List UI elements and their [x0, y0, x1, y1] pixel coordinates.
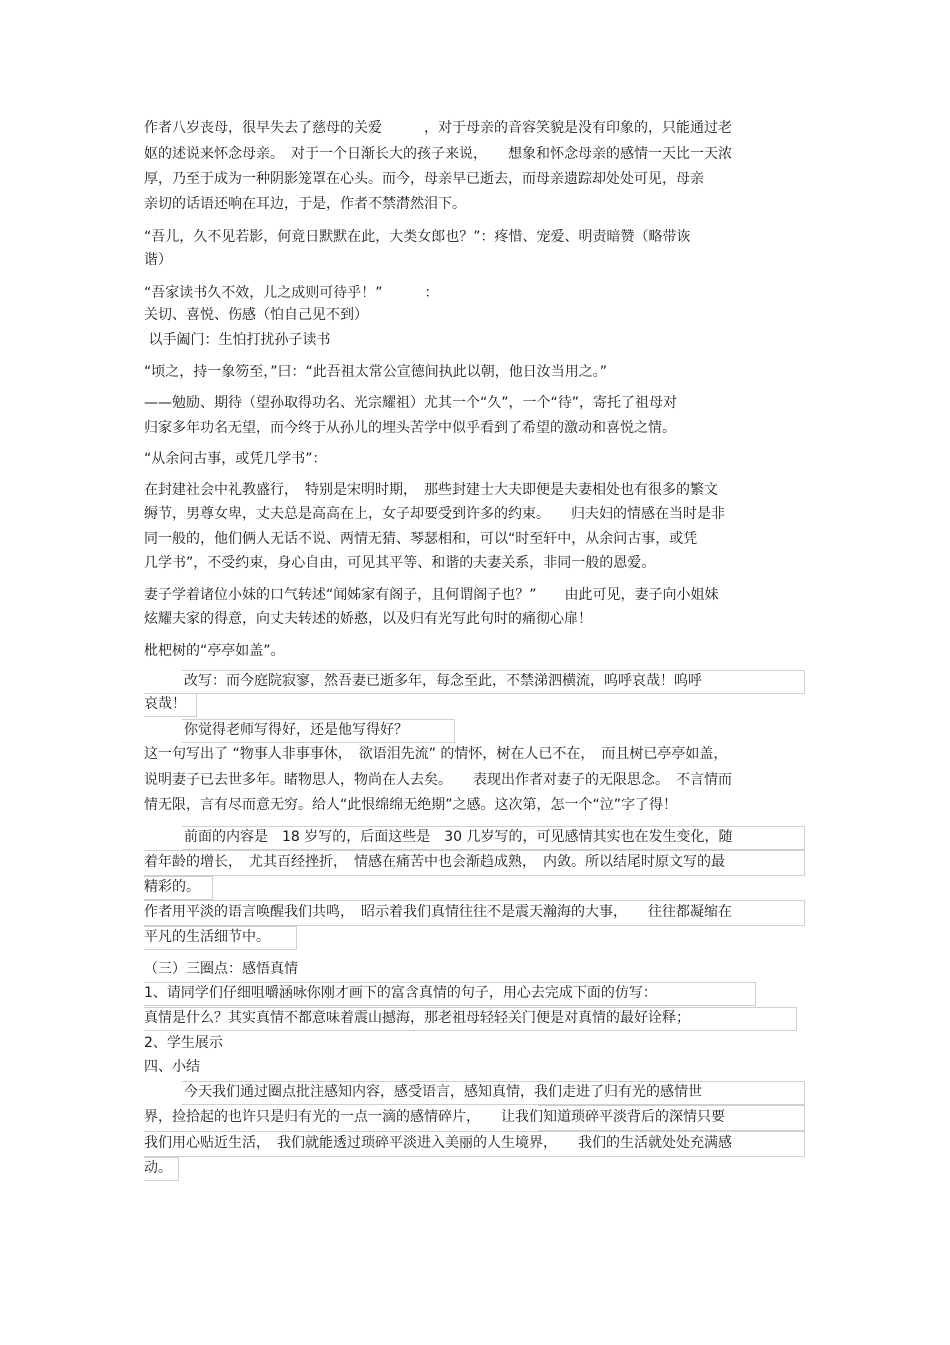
text-line: 你觉得老师写得好，还是他写得好？ [184, 722, 408, 738]
section-heading: 四、小结 [144, 1059, 200, 1075]
text-line: 说明妻子已去世多年。睹物思人，物尚在人去矣。 表现出作者对妻子的无限思念。 不言情而 [144, 772, 732, 788]
text-line: “吾家读书久不效，儿之成则可待乎！” ： [144, 285, 439, 301]
text-line: 平凡的生活细节中。 [144, 929, 270, 945]
text-line: 妪的述说来怀念母亲。 对于一个日渐长大的孩子来说， 想象和怀念母亲的感情一天比一天浓 [144, 146, 732, 162]
text-line: 作者八岁丧母，很早失去了慈母的关爱 ，对于母亲的音容笑貌是没有印象的，只能通过老 [144, 120, 732, 136]
text-line: 妻子学着诸位小妹的口气转述“闻姊家有阁子，且何谓阁子也？” 由此可见，妻子向小姐妹 [144, 587, 719, 603]
text-line: 这一句写出了 “物事人非事事休， 欲语泪先流” 的情怀，树在人已不在， 而且树已亭亭如盖， [144, 746, 728, 762]
text-line: 厚，乃至于成为一种阴影笼罩在心头。而今，母亲早已逝去，而母亲遗踪却处处可见，母亲 [144, 171, 704, 187]
text-line: 亲切的话语还响在耳边，于是，作者不禁潸然泪下。 [144, 196, 466, 212]
text-line: “从余问古事，或凭几学书”： [144, 451, 327, 467]
text-line: 谐） [144, 252, 172, 268]
section-heading: （三）三圈点：感悟真情 [144, 961, 298, 977]
text-line: 真情是什么？其实真情不都意味着震山撼海，那老祖母轻轻关门便是对真情的最好诠释； [144, 1010, 690, 1026]
text-line: 在封建社会中礼教盛行， 特别是宋明时期， 那些封建士大夫即便是夫妻相处也有很多的繁文 [144, 482, 718, 498]
text-line: 改写：而今庭院寂寥，然吾妻已逝多年，每念至此，不禁涕泗横流，呜呼哀哉！呜呼 [184, 673, 702, 689]
text-line: 以手阖门：生怕打扰孙子读书 [144, 332, 331, 348]
text-line: 前面的内容是 18 岁写的，后面这些是 30 几岁写的，可见感情其实也在发生变化，随 [184, 829, 733, 845]
text-line: 同一般的，他们俩人无话不说、两情无猜、琴瑟相和，可以“时至轩中，从余问古事，或凭 [144, 531, 698, 547]
text-line: 枇杷树的“亭亭如盖”。 [144, 643, 285, 659]
text-line: 界，捡拾起的也许只是归有光的一点一滴的感情碎片， 让我们知道琐碎平淡背后的深情只要 [144, 1109, 725, 1125]
text-line: 着年龄的增长， 尤其百经挫折， 情感在痛苦中也会渐趋成熟， 内敛。所以结尾时原文写的最 [144, 854, 725, 870]
text-line: 2、学生展示 [144, 1035, 223, 1051]
text-line: 归家多年功名无望，而今终于从孙儿的埋头苦学中似乎看到了希望的激动和喜悦之情。 [144, 420, 676, 436]
text-line: 几学书”，不受约束，身心自由，可见其平等、和谐的夫妻关系，非同一般的恩爱。 [144, 555, 656, 571]
text-line: 精彩的。 [144, 879, 200, 895]
text-line: ——勉励、期待（望孙取得功名、光宗耀祖）尤其一个“久”，一个“待”，寄托了祖母对 [144, 395, 678, 411]
text-line: 作者用平淡的语言唤醒我们共鸣， 昭示着我们真情往往不是震天瀚海的大事， 往往都凝缩在 [144, 904, 732, 920]
text-line: “吾儿，久不见若影，何竟日默默在此，大类女郎也？”：疼惜、宠爱、明责暗赞（略带诙 [144, 229, 691, 245]
text-line: 缛节，男尊女卑，丈夫总是高高在上，女子却要受到许多的约束。 归夫妇的情感在当时是非 [144, 506, 725, 522]
text-line: 哀哉！ [144, 696, 186, 712]
text-line: 炫耀夫家的得意，向丈夫转述的娇憨，以及归有光写此句时的痛彻心扉！ [144, 611, 592, 627]
text-line: “顷之，持一象笏至，”曰：“此吾祖太常公宣德间执此以朝，他日汝当用之。” [144, 364, 608, 380]
text-line: 动。 [144, 1160, 172, 1176]
text-line: 情无限，言有尽而意无穷。给人“此恨绵绵无绝期”之感。这次第，怎一个“泣”字了得！ [144, 797, 678, 813]
text-line: 今天我们通过圈点批注感知内容，感受语言，感知真情，我们走进了归有光的感情世 [184, 1084, 702, 1100]
text-line: 关切、喜悦、伤感（怕自己见不到） [144, 307, 368, 323]
text-line: 我们用心贴近生活， 我们就能透过琐碎平淡进入美丽的人生境界， 我们的生活就处处充满感 [144, 1135, 732, 1151]
text-line: 1、请同学们仔细咀嚼涵咏你刚才画下的富含真情的句子，用心去完成下面的仿写： [144, 985, 657, 1001]
